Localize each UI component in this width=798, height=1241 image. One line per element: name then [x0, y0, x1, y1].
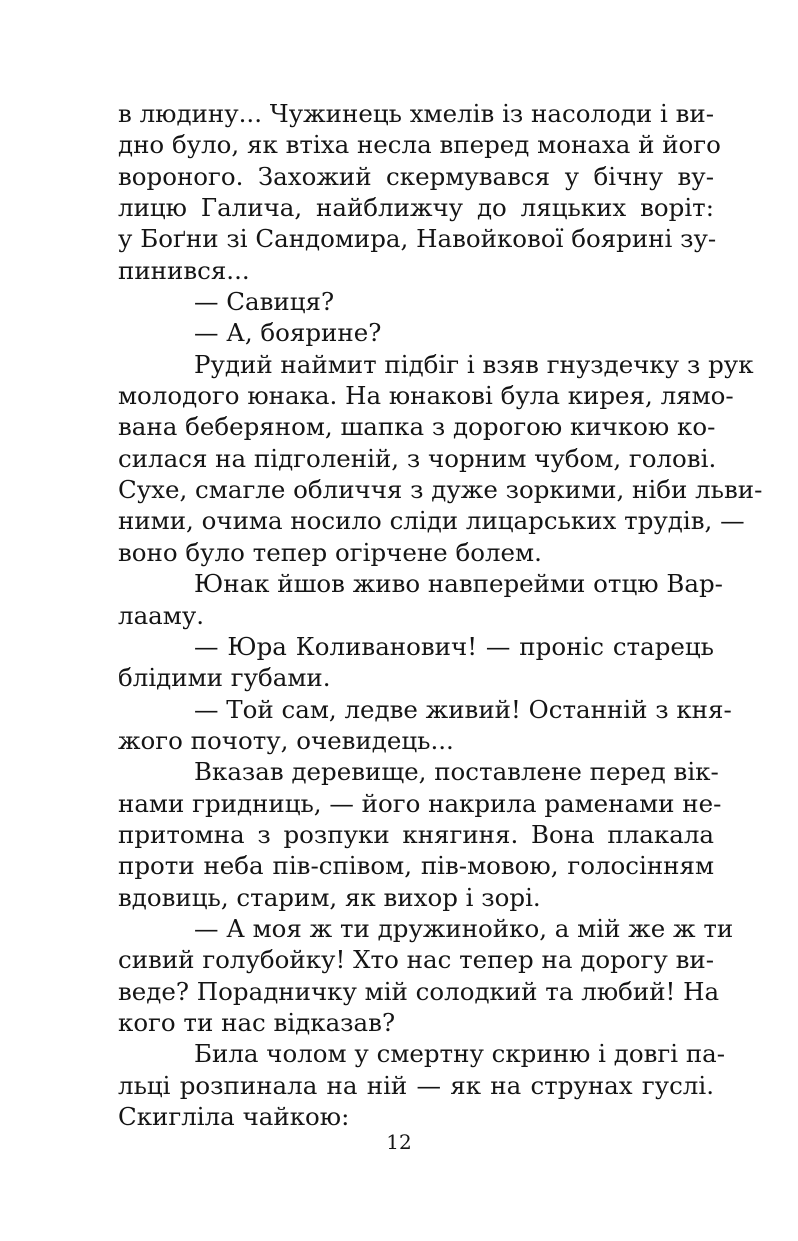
text-line: вороного. Захожий скермувався у бічну ву-: [118, 161, 714, 191]
text-line: лицю Галича, найближчу до ляцьких воріт:: [118, 193, 714, 223]
text-line: вана беберяном, шапка з дорогою кичкою ко-: [118, 412, 716, 442]
text-line: притомна з розпуки княгиня. Вона плакала: [118, 819, 714, 849]
dialogue-line: — Той сам, ледве живий! Останній з кня-: [194, 694, 732, 724]
dialogue-line: — А моя ж ти дружинойко, а мій же ж ти: [194, 913, 734, 943]
text-line: блідими губами.: [118, 663, 331, 693]
text-line: воно було тепер огірчене болем.: [118, 537, 542, 567]
body-text: [118, 98, 763, 1132]
text-line: в людину... Чужинець хмелів із насолоди і ви-: [118, 99, 715, 128]
page-number: 12: [386, 1130, 412, 1154]
dialogue-line: — Савиця?: [194, 287, 335, 317]
text-line: кого ти нас відказав?: [118, 1007, 396, 1037]
text-line: нами гридниць, — його накрила раменами не-: [118, 788, 722, 818]
paragraph-start: Била чолом у смертну скриню і довгі па-: [194, 1039, 726, 1069]
text-line: у Боґни зі Сандомира, Навойкової боярині зу-: [118, 224, 717, 254]
text-line: Сухе, смагле обличчя з дуже зоркими, ніби льви-: [118, 475, 763, 505]
text-line: веде? Порадничку мій солодкий та любий! На: [118, 976, 720, 1006]
paragraph-start: Вказав деревище, поставлене перед вік-: [194, 757, 719, 787]
dialogue-line: — А, боярине?: [194, 318, 382, 348]
text-line: проти неба пів-співом, пів-мовою, голосінням: [118, 851, 714, 881]
text-line: жого почоту, очевидець...: [118, 725, 454, 755]
text-line: вдовиць, старим, як вихор і зорі.: [118, 882, 541, 912]
text-line: ними, очима носило сліди лицарських трудів, —: [118, 506, 745, 536]
text-line: Скигліла чайкою:: [118, 1102, 350, 1131]
dialogue-line: — Юра Коливанович! — проніс старець: [194, 631, 714, 661]
paragraph-start: Рудий наймит підбіг і взяв гнуздечку з рук: [194, 349, 754, 379]
text-line: дно було, як втіха несла вперед монаха й його: [118, 130, 721, 160]
text-line: молодого юнака. На юнакові була кирея, лямо-: [118, 381, 734, 411]
text-line: льці розпинала на ній — як на струнах гуслі.: [118, 1070, 714, 1100]
text-line: пинився...: [118, 255, 250, 285]
text-line: лааму.: [118, 600, 205, 630]
text-line: сивий голубойку! Хто нас тепер на дорогу ви-: [118, 945, 714, 975]
paragraph-start: Юнак йшов живо навперейми отцю Вар-: [194, 569, 723, 599]
text-line: силася на підголеній, з чорним чубом, голові.: [118, 443, 717, 473]
